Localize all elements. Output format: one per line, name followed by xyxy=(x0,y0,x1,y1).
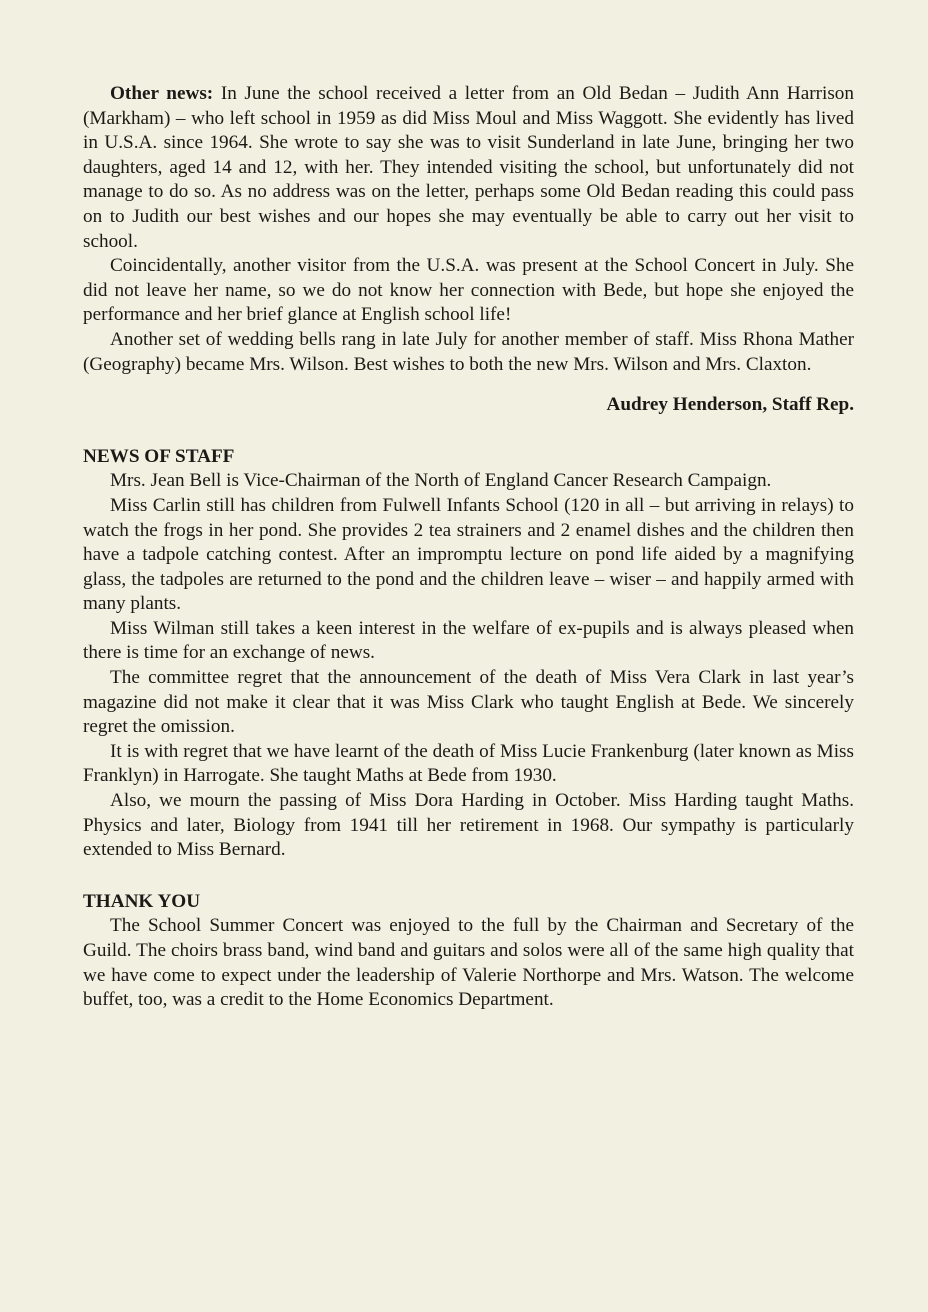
thank-you-paragraph: The School Summer Concert was enjoyed to the full by the Chairman and Secretary of the Guild. The choirs brass band, wind band and guitars and solos were all of the same high quality that we have come to expect under the leadership of Valerie Northorpe and Mrs. Watson. The welcome buffet, too, was a credit to the Home Economics Department. xyxy=(83,915,854,1011)
other-news-paragraph-2: Coincidentally, another visitor from the U.S.A. was present at the School Concert in July. She did not leave her name, so we do not know her connection with Bede, but hope she enjoyed the performance and her brief glance at English school life! xyxy=(83,255,854,326)
page-content xyxy=(83,82,854,1013)
staff-news-paragraph: The committee regret that the announcement of the death of Miss Vera Clark in last year’s magazine did not make it clear that it was Miss Clark who taught English at Bede. We sincerely regret the omission. xyxy=(83,667,854,738)
staff-news-paragraph: It is with regret that we have learnt of the death of Miss Lucie Frankenburg (later known as Miss Franklyn) in Harrogate. She taught Maths at Bede from 1930. xyxy=(83,740,854,787)
staff-news-paragraph: Miss Carlin still has children from Fulwell Infants School (120 in all – but arriving in relays) to watch the frogs in her pond. She provides 2 tea strainers and 2 enamel dishes and the children then have a tadpole catching contest. After an impromptu lecture on pond life aided by a magnifying glass, the tadpoles are returned to the pond and the children leave – wiser – and happily armed with many plants. xyxy=(83,494,854,615)
other-news-lead: Other news: xyxy=(110,83,214,104)
thank-you-heading: THANK YOU xyxy=(83,890,201,912)
other-news-paragraph-1 xyxy=(83,82,854,254)
staff-news-paragraph: Also, we mourn the passing of Miss Dora Harding in October. Miss Harding taught Maths. Physics and later, Biology from 1941 till her retirement in 1968. Our sympathy is particularly extended to Miss Bernard. xyxy=(83,790,854,861)
other-news-text-1: In June the school received a letter from an Old Bedan – Judith Ann Harrison (Markham) – who left school in 1959 as did Miss Moul and Miss Waggott. She evidently has lived in U.S.A. since 1964. She wrote to say she was to visit Sunderland in late June, bringing her two daughters, aged 14 and 12, with her. They intended visiting the school, but unfortunately did not manage to do so. As no address was on the letter, perhaps some Old Bedan reading this could pass on to Judith our best wishes and our hopes she may eventually be able to carry out her visit to school. xyxy=(83,83,854,252)
staff-news-paragraph: Miss Wilman still takes a keen interest in the welfare of ex-pupils and is always pleased when there is time for an exchange of news. xyxy=(83,617,854,664)
staff-news-paragraph: Mrs. Jean Bell is Vice-Chairman of the North of England Cancer Research Campaign. xyxy=(110,470,772,492)
staff-rep-signature: Audrey Henderson, Staff Rep. xyxy=(606,394,854,416)
news-of-staff-heading: NEWS OF STAFF xyxy=(83,445,235,467)
other-news-paragraph-3: Another set of wedding bells rang in late July for another member of staff. Miss Rhona Mather (Geography) became Mrs. Wilson. Best wishes to both the new Mrs. Wilson and Mrs. Claxton. xyxy=(83,328,854,375)
